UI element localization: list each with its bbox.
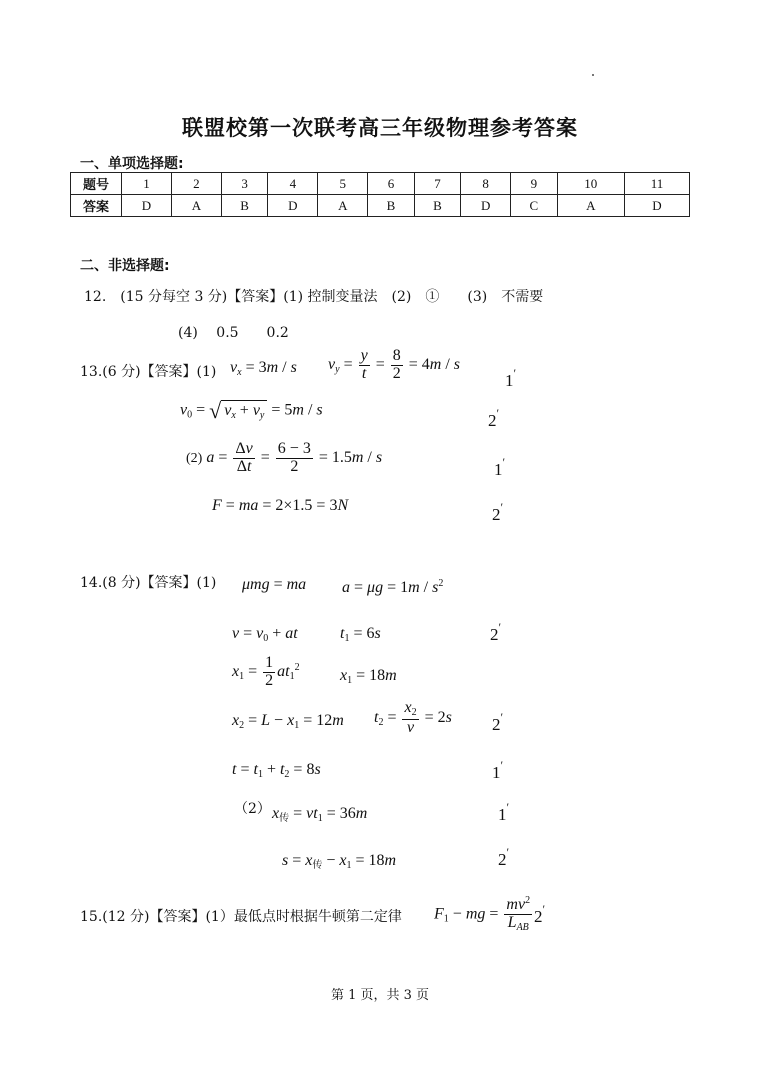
table-header-number: 题号 xyxy=(71,173,122,195)
table-cell: A xyxy=(318,195,368,217)
q12-line2: (4) 0.5 0.2 xyxy=(178,325,289,341)
q13-prefix: 13.(6 分)【答案】(1) xyxy=(80,364,217,380)
table-row-answers xyxy=(71,195,690,217)
table-cell: 6 xyxy=(368,173,414,195)
q15-prefix: 15.(12 分)【答案】(1）最低点时根据牛顿第二定律 xyxy=(80,909,402,925)
table-cell: B xyxy=(414,195,460,217)
table-cell: D xyxy=(624,195,689,217)
table-cell: 8 xyxy=(461,173,511,195)
q14-eq-xchuan: $x_传 = vt_1 = 36m$ xyxy=(272,805,368,824)
q13-eq-a: (2) a = $\frac{\Delta v}{\Delta t}$ = $\frac{6 - 3}{2}$ = 1.5m / s xyxy=(186,440,383,475)
table-cell: 3 xyxy=(221,173,267,195)
q14-prefix: 14.(8 分)【答案】(1) xyxy=(80,575,217,591)
q14-eq-t2: $t_2$ = $\frac{x_2}{v}$ = 2s xyxy=(374,699,452,736)
q13-points-3: 1′ xyxy=(494,455,506,479)
table-row-numbers xyxy=(71,173,690,195)
q14-points-5: 2′ xyxy=(498,845,510,869)
q14-points-1: 2′ xyxy=(490,620,502,644)
table-cell: A xyxy=(171,195,221,217)
q13-eq-v0: $v_0$ = √ $v_x + v_y$ = 5m / s xyxy=(180,398,323,423)
answer-table xyxy=(70,172,690,217)
table-cell: 4 xyxy=(268,173,318,195)
table-cell: 11 xyxy=(624,173,689,195)
q15-eq: $F_1$ − mg = $\frac{mv^2}{L_{AB}}$ xyxy=(434,895,531,933)
q13-points-1: 1′ xyxy=(505,366,517,390)
q14-eq-x2: $x_2 = L - x_1 = 12m$ xyxy=(232,712,344,731)
q14-eq-t1: $t_1 = 6s$ xyxy=(340,625,381,644)
table-cell: 9 xyxy=(511,173,557,195)
table-cell: 7 xyxy=(414,173,460,195)
section-2-heading: 二、非选择题: xyxy=(80,258,170,274)
q14-eq-x1: $x_1 = 18m$ xyxy=(340,667,397,686)
q14-points-3: 1′ xyxy=(492,758,504,782)
page-footer: 第 1 页，共 3 页 xyxy=(330,988,430,1003)
q13-eq-vy: $v_y$ = $\frac{y}{t}$ = $\frac{8}{2}$ = 4m / s xyxy=(328,347,461,382)
page-title: 联盟校第一次联考高三年级物理参考答案 xyxy=(182,116,578,140)
q14-points-2: 2′ xyxy=(492,710,504,734)
table-cell: A xyxy=(557,195,624,217)
q13-points-4: 2′ xyxy=(492,500,504,524)
q13-eq-vx: $v_x = 3m / s$ xyxy=(230,359,297,378)
table-cell: B xyxy=(368,195,414,217)
q14-points-4: 1′ xyxy=(498,800,510,824)
q14-eq-umg: μmg = ma xyxy=(242,576,307,593)
q12-line1: 12. (15 分每空 3 分)【答案】(1) 控制变量法 (2) ① (3) 不需要 xyxy=(84,289,544,305)
q15-points-1: 2′ xyxy=(534,902,546,926)
table-cell: D xyxy=(122,195,172,217)
table-cell: 10 xyxy=(557,173,624,195)
q13-eq-F: F = ma = 2×1.5 = 3N xyxy=(212,497,349,514)
q13-part2: (2) xyxy=(186,450,203,466)
table-cell: 1 xyxy=(122,173,172,195)
table-header-answer: 答案 xyxy=(71,195,122,217)
q14-eq-s: $s = x_传 - x_1 = 18m$ xyxy=(282,852,397,871)
q14-eq-t: $t = t_1 + t_2 = 8s$ xyxy=(232,761,321,780)
section-1-heading: 一、单项选择题: xyxy=(80,156,184,172)
table-cell: B xyxy=(221,195,267,217)
table-cell: D xyxy=(268,195,318,217)
q14-eq-x1-formula: $x_1$ = $\frac{1}{2}$ $at_1^2$ xyxy=(232,654,300,689)
table-cell: 2 xyxy=(171,173,221,195)
q14-part2: （2） xyxy=(234,801,271,817)
scan-dot xyxy=(592,74,594,76)
q14-eq-a: $a = \mu g = 1m / s^2$ xyxy=(342,578,444,596)
table-cell: D xyxy=(461,195,511,217)
q13-points-2: 2′ xyxy=(488,406,500,430)
table-cell: C xyxy=(511,195,557,217)
q14-eq-v: $v = v_0$ + at xyxy=(232,625,298,644)
table-cell: 5 xyxy=(318,173,368,195)
